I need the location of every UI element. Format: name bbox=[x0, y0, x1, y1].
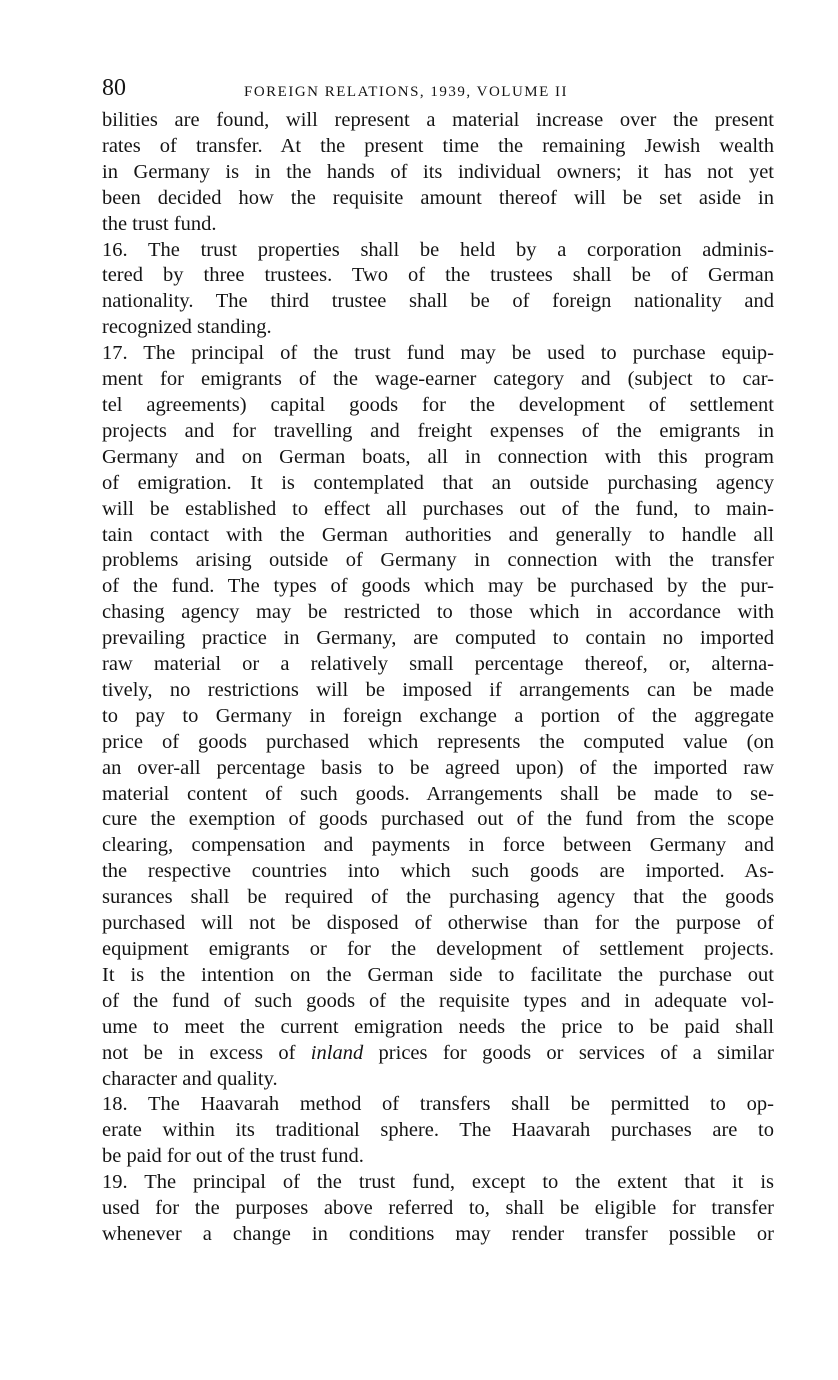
text-line: the trust fund. bbox=[102, 212, 217, 235]
text-segment: prices for goods or services of a similar bbox=[363, 1041, 774, 1064]
text-line: clearing, compensation and payments in force between Germany and bbox=[102, 834, 774, 857]
text-line: projects and for travelling and freight expenses of the emigrants in bbox=[102, 419, 774, 442]
text-line: cure the exemption of goods purchased out of the fund from the scope bbox=[102, 808, 774, 831]
text-line: the respective countries into which such goods are imported. As- bbox=[102, 860, 774, 883]
text-segment: not be in excess of bbox=[102, 1041, 311, 1064]
text-line: used for the purposes above referred to, shall be eligible for transfer bbox=[102, 1197, 774, 1220]
text-line: ment for emigrants of the wage-earner category and (subject to car- bbox=[102, 368, 774, 391]
text-line: tered by three trustees. Two of the trustees shall be of German bbox=[102, 264, 774, 287]
text-line: of the fund of such goods of the requisite types and in adequate vol- bbox=[102, 989, 774, 1012]
paragraph-16 bbox=[102, 238, 774, 342]
text-line: 17. The principal of the trust fund may be used to purchase equip- bbox=[102, 342, 774, 365]
text-line: chasing agency may be restricted to those which in accordance with bbox=[102, 601, 774, 624]
text-line: of emigration. It is contemplated that an outside purchasing agency bbox=[102, 471, 774, 494]
text-line: tively, no restrictions will be imposed if arrangements can be made bbox=[102, 678, 774, 701]
text-line: tain contact with the German authorities and generally to handle all bbox=[102, 523, 774, 546]
text-line: 16. The trust properties shall be held by a corporation adminis- bbox=[102, 238, 774, 261]
text-line: rates of transfer. At the present time the remaining Jewish wealth bbox=[102, 134, 774, 157]
paragraph-continuation bbox=[102, 108, 774, 238]
text-line: bilities are found, will represent a material increase over the present bbox=[102, 109, 774, 131]
text-line-with-italic bbox=[102, 1041, 774, 1067]
text-line: purchased will not be disposed of otherwise than for the purpose of bbox=[102, 912, 774, 935]
document-page bbox=[102, 72, 774, 1248]
page-number: 80 bbox=[102, 75, 126, 101]
paragraph-18 bbox=[102, 1092, 774, 1170]
text-line: problems arising outside of Germany in connection with the transfer bbox=[102, 549, 774, 572]
text-line: been decided how the requisite amount thereof will be set aside in bbox=[102, 186, 774, 209]
text-line: surances shall be required of the purchasing agency that the goods bbox=[102, 886, 774, 909]
text-line: prevailing practice in Germany, are computed to contain no imported bbox=[102, 627, 774, 650]
text-line: an over-all percentage basis to be agreed upon) of the imported raw bbox=[102, 756, 774, 779]
text-line: recognized standing. bbox=[102, 316, 272, 339]
text-line: be paid for out of the trust fund. bbox=[102, 1145, 364, 1168]
paragraph-19 bbox=[102, 1170, 774, 1248]
text-line: whenever a change in conditions may render transfer possible or bbox=[102, 1222, 774, 1245]
text-line: material content of such goods. Arrangements shall be made to se- bbox=[102, 782, 774, 805]
text-line: ume to meet the current emigration needs the price to be paid shall bbox=[102, 1015, 774, 1038]
text-line: will be established to effect all purchases out of the fund, to main- bbox=[102, 497, 774, 520]
text-line: It is the intention on the German side to facilitate the purchase out bbox=[102, 963, 774, 986]
text-line: tel agreements) capital goods for the development of settlement bbox=[102, 393, 774, 416]
text-line: raw material or a relatively small percentage thereof, or, alterna- bbox=[102, 653, 774, 676]
text-line: equipment emigrants or for the development of settlement projects. bbox=[102, 938, 774, 960]
text-line: character and quality. bbox=[102, 1067, 278, 1090]
text-line: in Germany is in the hands of its individual owners; it has not yet bbox=[102, 160, 774, 183]
running-head bbox=[102, 72, 774, 108]
text-line: to pay to Germany in foreign exchange a portion of the aggregate bbox=[102, 704, 774, 727]
running-head-title: FOREIGN RELATIONS, 1939, VOLUME II bbox=[244, 84, 569, 100]
text-line: of the fund. The types of goods which may be purchased by the pur- bbox=[102, 575, 774, 598]
text-line: 19. The principal of the trust fund, except to the extent that it is bbox=[102, 1171, 774, 1194]
text-line: nationality. The third trustee shall be of foreign nationality and bbox=[102, 290, 774, 313]
text-line: erate within its traditional sphere. The Haavarah purchases are to bbox=[102, 1119, 774, 1142]
paragraph-17 bbox=[102, 341, 774, 1092]
text-line: price of goods purchased which represents the computed value (on bbox=[102, 730, 774, 753]
text-line: Germany and on German boats, all in connection with this program bbox=[102, 445, 774, 468]
italic-word: inland bbox=[310, 1041, 364, 1064]
body-text bbox=[102, 108, 774, 1248]
text-line: 18. The Haavarah method of transfers shall be permitted to op- bbox=[102, 1093, 774, 1116]
